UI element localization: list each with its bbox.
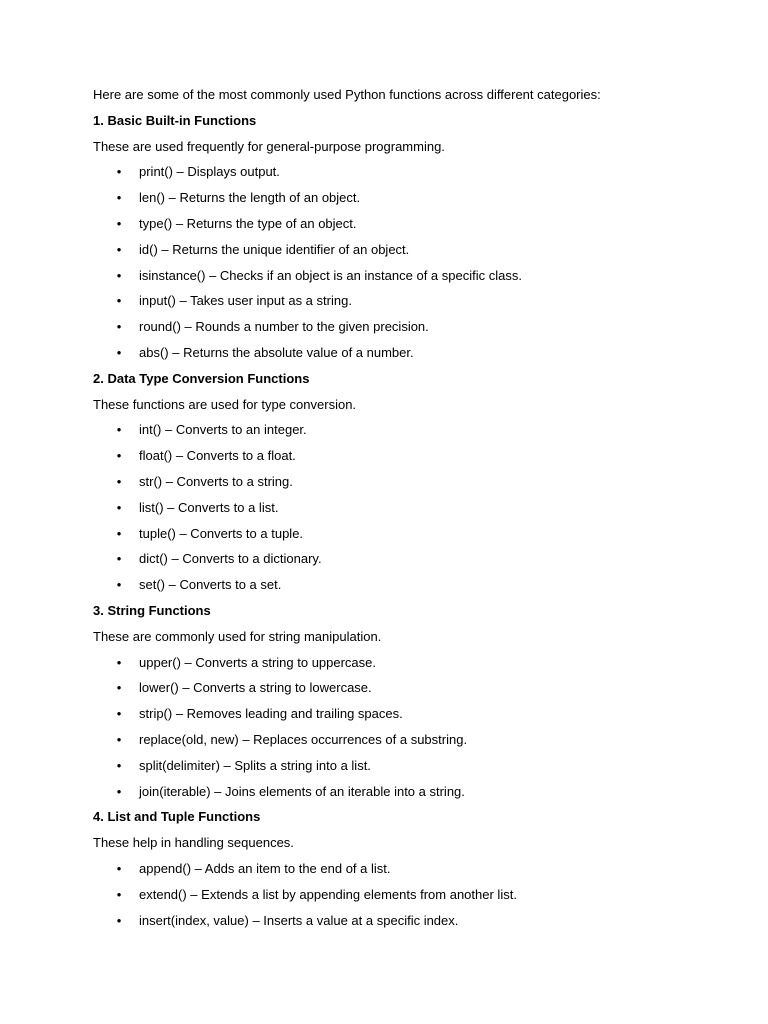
bullet-icon: • bbox=[116, 654, 122, 670]
list-item-text: str() – Converts to a string. bbox=[139, 473, 293, 489]
bullet-icon: • bbox=[116, 912, 122, 928]
bullet-icon: • bbox=[116, 499, 122, 515]
list-item-text: len() – Returns the length of an object. bbox=[139, 190, 361, 206]
list-item bbox=[93, 887, 733, 913]
list-item bbox=[93, 319, 733, 345]
list-item-text: tuple() – Converts to a tuple. bbox=[139, 525, 304, 541]
list-item bbox=[93, 293, 733, 319]
list-item bbox=[93, 422, 733, 448]
list-item-text: replace(old, new) – Replaces occurrences of a substring. bbox=[139, 731, 468, 747]
list-item-text: strip() – Removes leading and trailing spaces. bbox=[139, 706, 403, 722]
section-heading: 1. Basic Built-in Functions bbox=[93, 112, 257, 128]
section-basic-built-in bbox=[93, 113, 733, 371]
list-item bbox=[93, 784, 733, 810]
bullet-icon: • bbox=[116, 731, 122, 747]
list-item bbox=[93, 655, 733, 681]
list-item-text: extend() – Extends a list by appending elements from another list. bbox=[139, 886, 517, 902]
bullet-icon: • bbox=[116, 886, 122, 902]
section-heading: 2. Data Type Conversion Functions bbox=[93, 370, 310, 386]
bullet-icon: • bbox=[116, 215, 122, 231]
list-item-text: split(delimiter) – Splits a string into a list. bbox=[139, 757, 371, 773]
list-item-text: input() – Takes user input as a string. bbox=[139, 293, 352, 309]
bullet-icon: • bbox=[116, 706, 122, 722]
list-item-text: dict() – Converts to a dictionary. bbox=[139, 551, 322, 567]
bullet-icon: • bbox=[116, 757, 122, 773]
list-item bbox=[93, 216, 733, 242]
bullet-icon: • bbox=[116, 680, 122, 696]
bullet-icon: • bbox=[116, 783, 122, 799]
list-item-text: int() – Converts to an integer. bbox=[139, 422, 307, 438]
list-item-text: upper() – Converts a string to uppercase. bbox=[139, 654, 377, 670]
bullet-icon: • bbox=[116, 551, 122, 567]
bullet-icon: • bbox=[116, 448, 122, 464]
document-page bbox=[93, 87, 733, 938]
list-item-text: print() – Displays output. bbox=[139, 164, 280, 180]
section-list-tuple bbox=[93, 809, 733, 938]
list-item-text: id() – Returns the unique identifier of an object. bbox=[139, 241, 410, 257]
function-list bbox=[93, 422, 733, 603]
section-description: These help in handling sequences. bbox=[93, 835, 294, 851]
list-item bbox=[93, 706, 733, 732]
bullet-icon: • bbox=[116, 860, 122, 876]
list-item-text: type() – Returns the type of an object. bbox=[139, 215, 357, 231]
list-item-text: append() – Adds an item to the end of a list. bbox=[139, 860, 391, 876]
section-description: These are used frequently for general-purpose programming. bbox=[93, 138, 445, 154]
section-string-functions bbox=[93, 603, 733, 809]
section-description: These are commonly used for string manipulation. bbox=[93, 628, 382, 644]
list-item bbox=[93, 732, 733, 758]
bullet-icon: • bbox=[116, 190, 122, 206]
list-item-text: insert(index, value) – Inserts a value at a specific index. bbox=[139, 912, 459, 928]
list-item-text: set() – Converts to a set. bbox=[139, 577, 282, 593]
list-item bbox=[93, 526, 733, 552]
bullet-icon: • bbox=[116, 319, 122, 335]
list-item bbox=[93, 577, 733, 603]
section-description: These functions are used for type conversion. bbox=[93, 396, 357, 412]
list-item-text: list() – Converts to a list. bbox=[139, 499, 279, 515]
list-item bbox=[93, 551, 733, 577]
function-list bbox=[93, 164, 733, 370]
list-item bbox=[93, 268, 733, 294]
section-heading: 4. List and Tuple Functions bbox=[93, 809, 261, 825]
list-item bbox=[93, 190, 733, 216]
list-item-text: abs() – Returns the absolute value of a number. bbox=[139, 344, 414, 360]
list-item bbox=[93, 861, 733, 887]
bullet-icon: • bbox=[116, 293, 122, 309]
list-item bbox=[93, 680, 733, 706]
list-item-text: isinstance() – Checks if an object is an instance of a specific class. bbox=[139, 267, 522, 283]
list-item bbox=[93, 913, 733, 939]
intro-paragraph: Here are some of the most commonly used Python functions across different categories: bbox=[93, 87, 601, 102]
list-item bbox=[93, 164, 733, 190]
list-item bbox=[93, 500, 733, 526]
function-list bbox=[93, 861, 733, 938]
bullet-icon: • bbox=[116, 267, 122, 283]
list-item-text: join(iterable) – Joins elements of an iterable into a string. bbox=[139, 783, 465, 799]
list-item bbox=[93, 474, 733, 500]
list-item bbox=[93, 345, 733, 371]
bullet-icon: • bbox=[116, 525, 122, 541]
list-item bbox=[93, 448, 733, 474]
bullet-icon: • bbox=[116, 577, 122, 593]
list-item-text: lower() – Converts a string to lowercase. bbox=[139, 680, 372, 696]
section-type-conversion bbox=[93, 371, 733, 603]
bullet-icon: • bbox=[116, 164, 122, 180]
bullet-icon: • bbox=[116, 241, 122, 257]
bullet-icon: • bbox=[116, 473, 122, 489]
bullet-icon: • bbox=[116, 344, 122, 360]
bullet-icon: • bbox=[116, 422, 122, 438]
function-list bbox=[93, 655, 733, 810]
list-item bbox=[93, 242, 733, 268]
list-item bbox=[93, 758, 733, 784]
list-item-text: float() – Converts to a float. bbox=[139, 448, 296, 464]
section-heading: 3. String Functions bbox=[93, 602, 211, 618]
list-item-text: round() – Rounds a number to the given precision. bbox=[139, 319, 429, 335]
